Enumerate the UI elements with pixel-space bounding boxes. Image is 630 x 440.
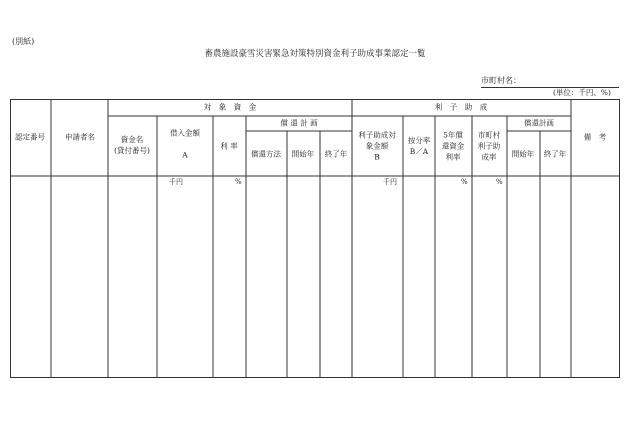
header-start-year: 開始年 bbox=[291, 149, 315, 159]
header-repay-plan-2: 償還計画 bbox=[524, 118, 554, 128]
document-tag: (別紙) bbox=[12, 37, 35, 46]
unit-rate: % bbox=[235, 178, 242, 186]
municipality-label: 市町村名： bbox=[481, 76, 521, 85]
unit-note: (単位：千円、%) bbox=[553, 88, 611, 97]
header-rate: 利 率 bbox=[220, 141, 238, 151]
document-title: 畜農施設豪雪災害緊急対策特別資金利子助成事業認定一覧 bbox=[204, 49, 426, 59]
header-share-ratio: 按分率 B／A bbox=[407, 136, 431, 156]
unit-muni-rate: % bbox=[496, 178, 503, 186]
header-start-year-2: 開始年 bbox=[511, 149, 535, 159]
unit-five-year-rate: % bbox=[461, 178, 468, 186]
header-target-funds: 対 象 資 金 bbox=[203, 102, 257, 112]
header-muni-rate: 市町村 利子助 成率 bbox=[477, 130, 501, 162]
header-subsidy-base: 利子助成対 象金額 B bbox=[358, 130, 396, 162]
unit-subsidy-base: 千円 bbox=[383, 178, 397, 186]
header-end-year: 終了年 bbox=[324, 149, 348, 159]
header-end-year-2: 終了年 bbox=[543, 149, 567, 159]
header-repay-method: 償還方法 bbox=[251, 149, 281, 159]
header-loan-amount: 借入金額 A bbox=[170, 128, 200, 160]
header-applicant: 申請者名 bbox=[65, 132, 95, 142]
header-cert-no: 認定番号 bbox=[15, 132, 45, 142]
unit-loan-amount: 千円 bbox=[169, 178, 183, 186]
header-interest-subsidy: 利 子 助 成 bbox=[434, 102, 488, 112]
header-repay-plan: 償 還 計 画 bbox=[280, 118, 318, 128]
header-fund-name: 資金名 (貸付番号) bbox=[114, 135, 150, 155]
header-five-year-rate: 5年償 還資金 利率 bbox=[441, 130, 465, 162]
header-remarks: 備 考 bbox=[583, 132, 607, 142]
table-grid bbox=[10, 99, 620, 378]
certification-table bbox=[10, 99, 620, 378]
